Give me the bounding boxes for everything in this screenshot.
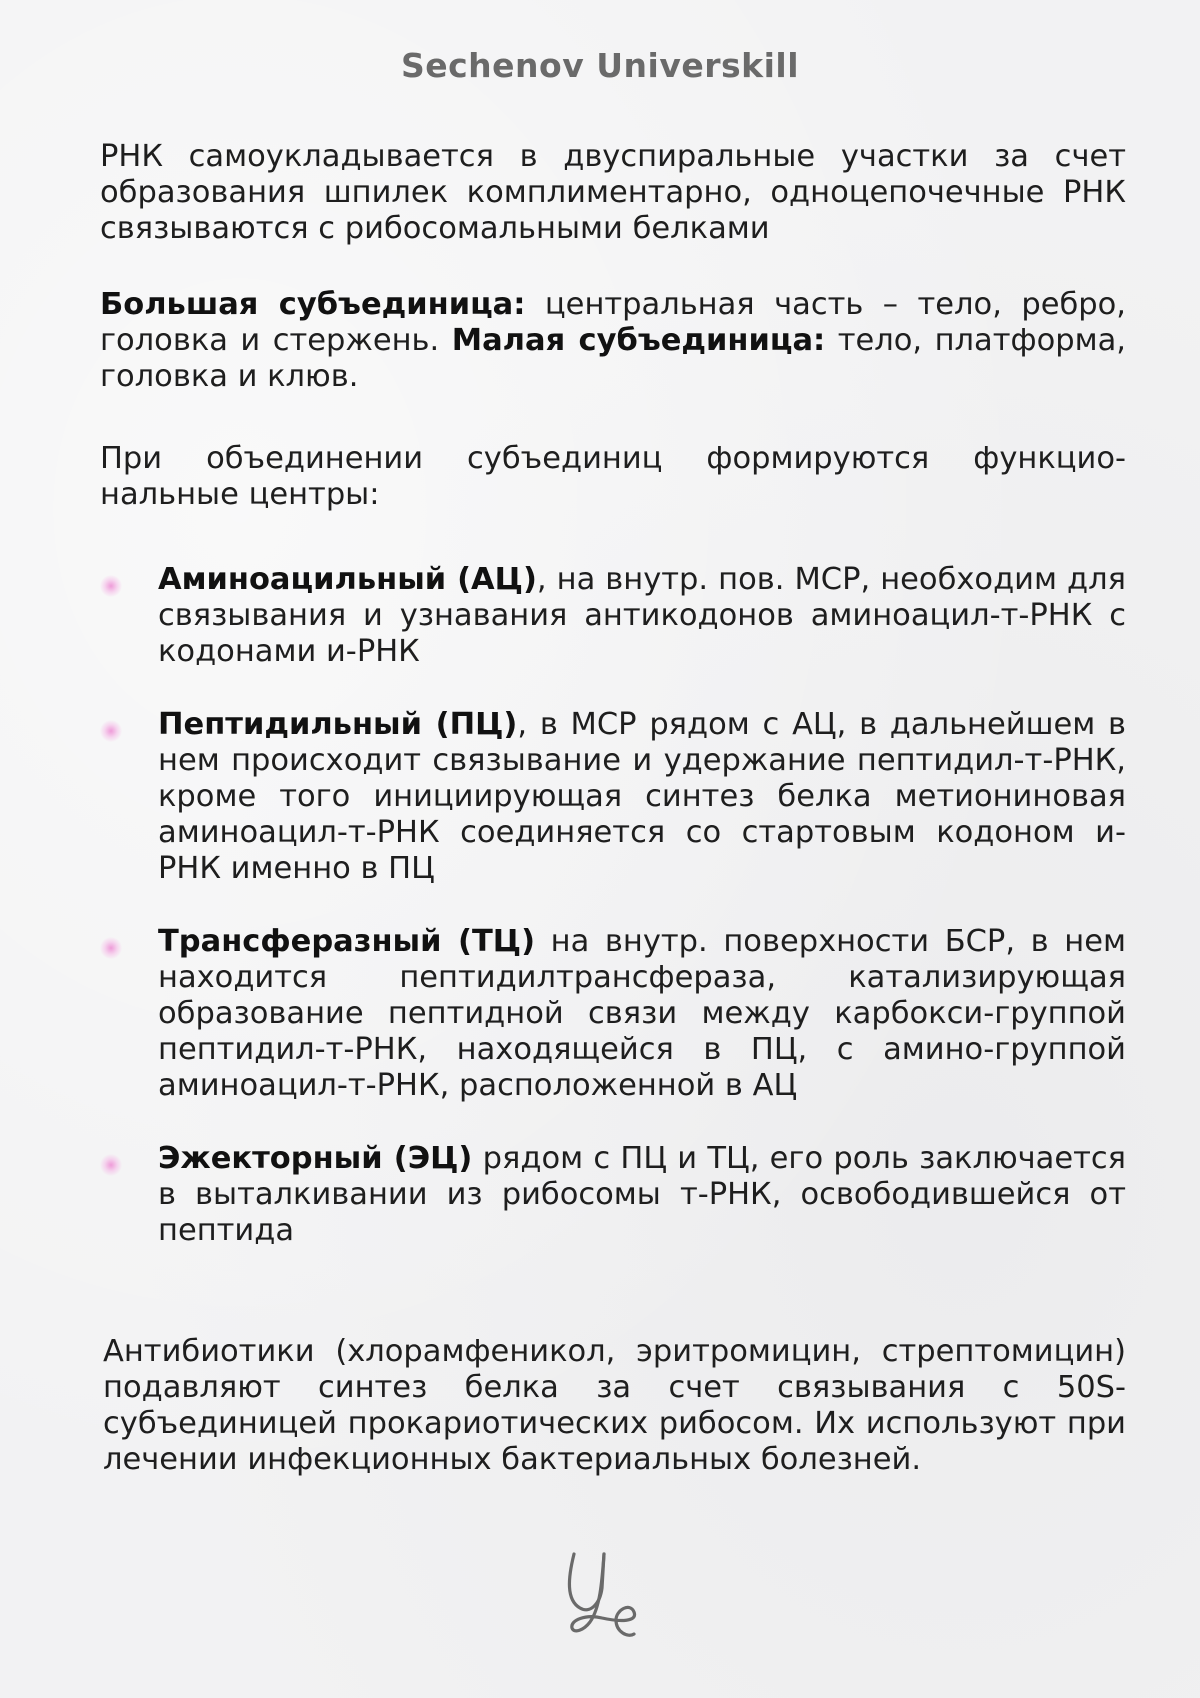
list-item bbox=[100, 1141, 1126, 1249]
center-term: Эжекторный (ЭЦ) bbox=[158, 1141, 473, 1176]
large-subunit-label: Большая субъединица: bbox=[100, 287, 526, 322]
list-item bbox=[100, 562, 1126, 670]
list-item bbox=[100, 707, 1126, 887]
small-subunit-label: Малая субъединица: bbox=[451, 323, 826, 358]
antibiotics-paragraph: Антибиотики (хлорамфеникол, эритромицин, стрептомицин) подавляют синтез белка за счет связывания с 50S-субъединицей прокариотических рибосом. Их используют при лечении инфекционных бактериальных болезней. bbox=[103, 1334, 1126, 1477]
large-subunit-text: центральная часть – тело, ребро, головка и стержень. bbox=[100, 287, 1126, 358]
center-description: , на внутр. пов. МСР, необходим для связывания и узнавания антикодонов аминоацил-т-РНК с кодонами и-РНК bbox=[158, 562, 1126, 669]
subunits-paragraph bbox=[100, 287, 1126, 395]
bullet-dot-icon bbox=[100, 575, 122, 597]
bullet-dot-icon bbox=[100, 937, 122, 959]
page-title: Sechenov Universkill bbox=[400, 46, 800, 85]
small-subunit-text: тело, платформа, головка и клюв. bbox=[100, 323, 1126, 394]
center-description: рядом с ПЦ и ТЦ, его роль заключается в выталкивании из рибосомы т-РНК, освободившейся от пептида bbox=[158, 1141, 1126, 1248]
intro-paragraph: РНК самоукладывается в двуспиральные участки за счет образования шпилек комплиментарно, одноцепочечные РНК связываются с рибосомальными белками bbox=[100, 139, 1126, 246]
center-term: Пептидильный (ПЦ) bbox=[158, 707, 518, 742]
center-term: Аминоацильный (АЦ) bbox=[158, 562, 537, 597]
center-description: , в МСР рядом с АЦ, в дальнейшем в нем происходит связывание и удержание пептидил-т-РНК, кроме того инициирующая синтез белка метиониновая аминоацил-т-РНК соединяется со стартовым кодоном и-РНК именно в ПЦ bbox=[158, 707, 1126, 886]
bullet-dot-icon bbox=[100, 720, 122, 742]
centers-lead-paragraph: При объединении субъединиц формируются функцио-нальные центры: bbox=[100, 441, 1126, 512]
functional-centers-list bbox=[100, 562, 1126, 1249]
us-monogram-icon bbox=[560, 1548, 644, 1644]
center-description: на внутр. поверхности БСР, в нем находится пептидилтрансфераза, катализирующая образование пептидной связи между карбокси-группой пептидил-т-РНК, находящейся в ПЦ, с амино-группой аминоацил-т-РНК, расположенной в АЦ bbox=[158, 924, 1126, 1103]
center-term: Трансферазный (ТЦ) bbox=[158, 924, 536, 959]
bullet-dot-icon bbox=[100, 1154, 122, 1176]
list-item bbox=[100, 924, 1126, 1104]
